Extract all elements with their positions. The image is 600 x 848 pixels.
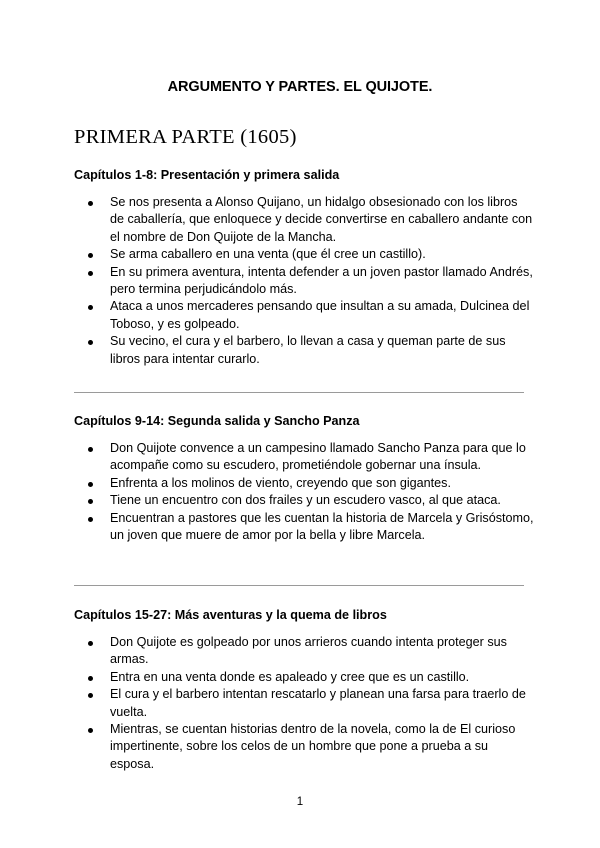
section-divider: [74, 392, 524, 393]
list-item-text: Enfrenta a los molinos de viento, creyendo que son gigantes.: [110, 475, 451, 490]
bullet-icon: [88, 641, 93, 646]
list-item: [74, 298, 534, 333]
list-item: [74, 333, 534, 368]
list-item: [74, 194, 534, 246]
bullet-icon: [88, 201, 93, 206]
section-chapters-15-27: [74, 606, 534, 773]
list-item-text: En su primera aventura, intenta defender a un joven pastor llamado Andrés, pero termina perjudicándolo más.: [110, 264, 533, 297]
list-item: [74, 264, 534, 299]
bullet-icon: [88, 728, 93, 733]
section-heading: Capítulos 9-14: Segunda salida y Sancho Panza: [74, 414, 360, 428]
page-number: 1: [296, 796, 304, 808]
list-item-text: Don Quijote es golpeado por unos arrieros cuando intenta proteger sus armas.: [110, 635, 507, 667]
list-item: [74, 440, 534, 475]
list-item-text: Entra en una venta donde es apaleado y cree que es un castillo.: [110, 669, 470, 684]
list-item: [74, 721, 534, 773]
bullet-icon: [88, 676, 93, 681]
list-item: [74, 669, 534, 686]
list-item-text: Se arma caballero en una venta (que él cree un castillo).: [110, 247, 426, 262]
list-item-text: Se nos presenta a Alonso Quijano, un hidalgo obsesionado con los libros de caballería, que enloquece y decide convertirse en caballero andante con el nombre de Don Quijote de la Mancha.: [110, 195, 533, 244]
bullet-icon: [88, 482, 93, 487]
list-item: [74, 634, 534, 669]
bullet-icon: [88, 271, 93, 276]
section-heading: Capítulos 1-8: Presentación y primera salida: [74, 168, 340, 182]
bullet-icon: [88, 340, 93, 345]
list-item-text: El cura y el barbero intentan rescatarlo y planean una farsa para traerlo de vuelta.: [110, 687, 526, 719]
list-item-text: Tiene un encuentro con dos frailes y un escudero vasco, al que ataca.: [110, 493, 501, 508]
list-item: [74, 475, 534, 492]
section-chapters-9-14: [74, 412, 534, 544]
bullet-list: [74, 194, 534, 368]
section-heading: Capítulos 15-27: Más aventuras y la quema de libros: [74, 608, 387, 622]
bullet-icon: [88, 499, 93, 504]
bullet-icon: [88, 305, 93, 310]
list-item: [74, 510, 534, 545]
list-item-text: Su vecino, el cura y el barbero, lo llevan a casa y queman parte de sus libros para intentar curarlo.: [110, 334, 506, 366]
section-divider: [74, 585, 524, 586]
part-heading: PRIMERA PARTE (1605): [74, 126, 297, 148]
bullet-icon: [88, 253, 93, 258]
list-item-text: Mientras, se cuentan historias dentro de la novela, como la de El curioso impertinente, sobre los celos de un hombre que pone a prueba a su esposa.: [110, 722, 516, 771]
bullet-icon: [88, 447, 93, 452]
list-item: [74, 686, 534, 721]
list-item: [74, 492, 534, 509]
bullet-icon: [88, 693, 93, 698]
section-chapters-1-8: [74, 166, 534, 368]
bullet-list: [74, 440, 534, 544]
list-item: [74, 246, 534, 263]
list-item-text: Ataca a unos mercaderes pensando que insultan a su amada, Dulcinea del Toboso, y es golpeado.: [110, 299, 530, 331]
list-item-text: Encuentran a pastores que les cuentan la historia de Marcela y Grisóstomo, un joven que muere de amor por la bella y libre Marcela.: [110, 510, 534, 543]
document-title: ARGUMENTO Y PARTES. EL QUIJOTE.: [167, 79, 433, 95]
bullet-icon: [88, 517, 93, 522]
list-item-text: Don Quijote convence a un campesino llamado Sancho Panza para que lo acompañe como su escudero, prometiéndole gobernar una ínsula.: [110, 441, 526, 473]
bullet-list: [74, 634, 534, 773]
